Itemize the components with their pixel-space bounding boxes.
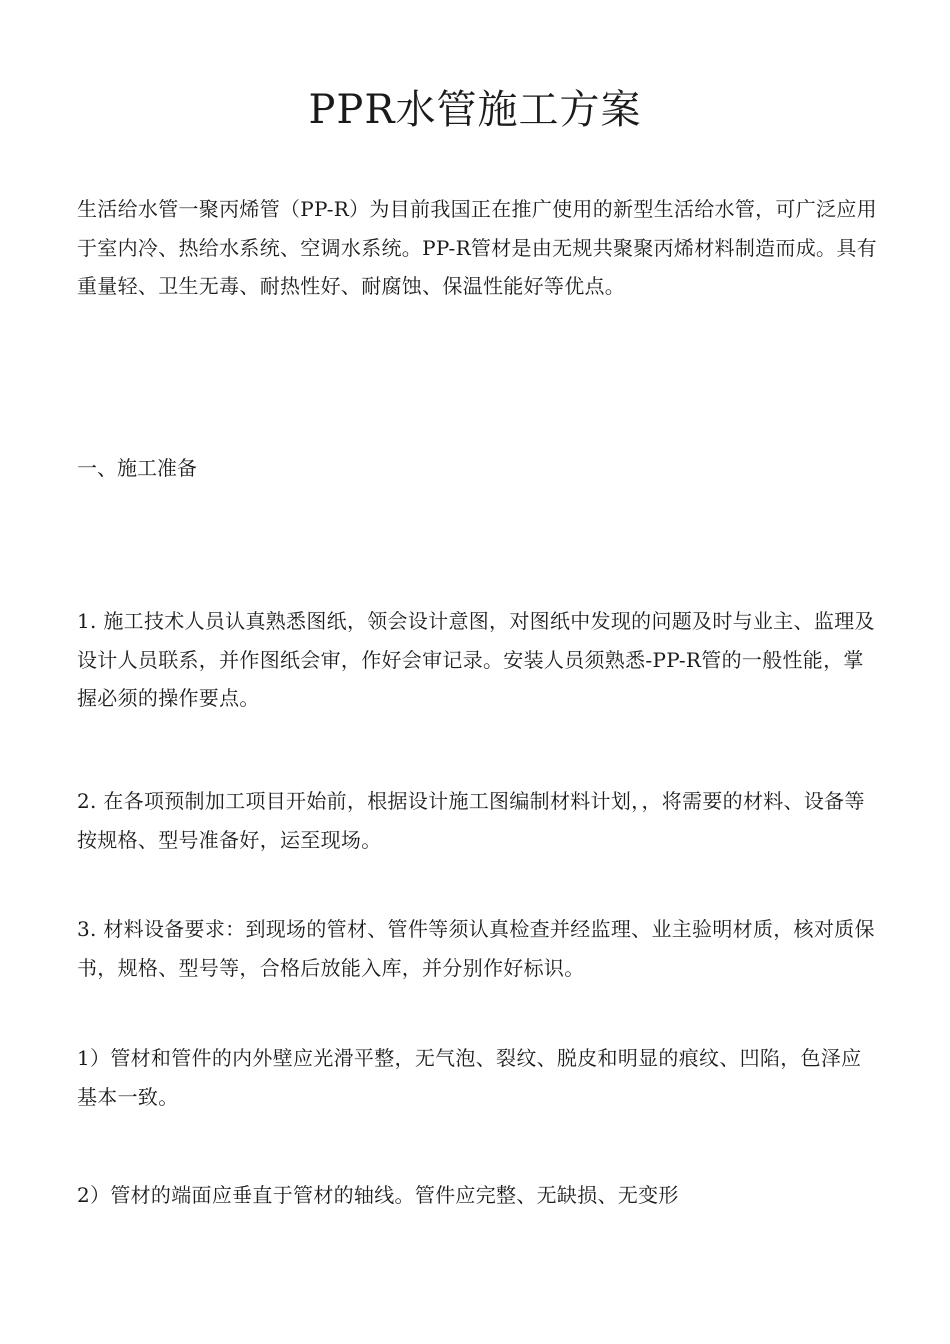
intro-paragraph: 生活给水管一聚丙烯管（PP-R）为目前我国正在推广使用的新型生活给水管，可广泛应用于室内冷、热给水系统、空调水系统。PP-R管材是由无规共聚聚丙烯材料制造而成。具有重量轻、卫生无毒、耐热性好、耐腐蚀、保温性能好等优点。 — [77, 197, 877, 298]
list-item: 2）管材的端面应垂直于管材的轴线。管件应完整、无缺损、无变形 — [77, 1183, 679, 1207]
section-heading-preparation: 一、施工准备 — [77, 456, 197, 480]
list-item: 1. 施工技术人员认真熟悉图纸，领会设计意图，对图纸中发现的问题及时与业主、监理及设计人员联系，并作图纸会审，作好会审记录。安装人员须熟悉-PP-R管的一般性能，掌握必须的操作要点。 — [77, 609, 875, 710]
list-item: 1）管材和管件的内外壁应光滑平整，无气泡、裂纹、脱皮和明显的痕纹、凹陷，色泽应基本一致。 — [77, 1046, 862, 1109]
document-title: PPR水管施工方案 — [308, 87, 642, 133]
list-item: 3. 材料设备要求：到现场的管材、管件等须认真检查并经监理、业主验明材质，核对质保书，规格、型号等，合格后放能入库，并分别作好标识。 — [77, 917, 875, 980]
list-item: 2. 在各项预制加工项目开始前，根据设计施工图编制材料计划，，将需要的材料、设备等按规格、型号准备好，运至现场。 — [77, 789, 865, 852]
